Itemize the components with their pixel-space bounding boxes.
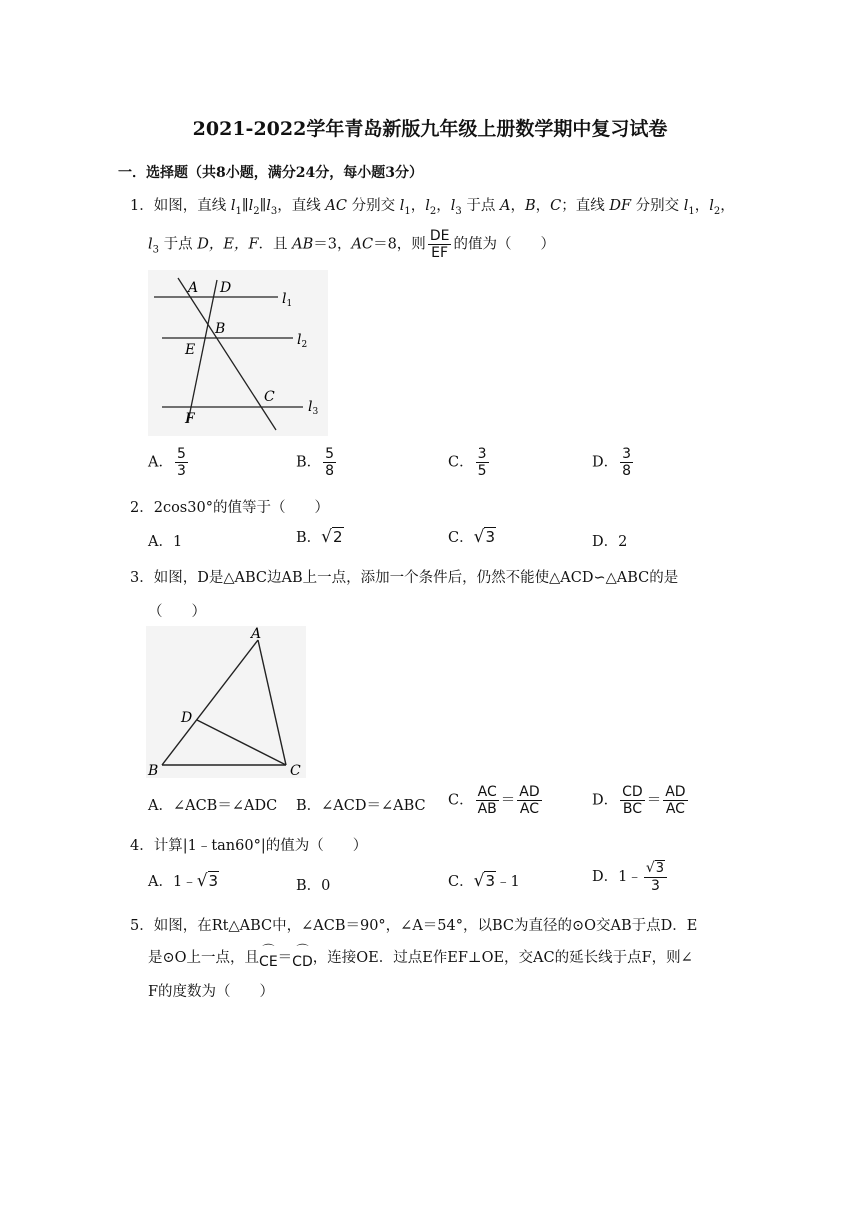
sqrt-expression: √3 xyxy=(473,871,495,891)
fraction-denominator: 8 xyxy=(325,463,335,479)
q3-line2: （ ） xyxy=(148,604,206,620)
q1-text: ， xyxy=(410,198,426,214)
option-fraction xyxy=(476,446,489,479)
q5-text: ，连接OE．过点E作EF⊥OE，交AC的延长线于点F，则∠ xyxy=(312,950,693,966)
q1-text: 3 xyxy=(270,205,278,217)
q4-option-b[interactable]: B．0 xyxy=(296,878,331,894)
q1-line1 xyxy=(130,194,735,217)
option-fraction xyxy=(620,446,633,479)
fraction-denominator: 3 xyxy=(176,463,186,479)
q1-text: AC xyxy=(351,236,374,253)
option-label: B． xyxy=(296,454,322,471)
q1-text: 1 xyxy=(404,205,411,217)
q1-text: ＝3， xyxy=(313,236,352,253)
page-title: 2021-2022学年青岛新版九年级上册数学期中复习试卷 xyxy=(192,118,668,140)
q3-option-a[interactable]: A．∠ACB＝∠ADC xyxy=(148,798,278,814)
q1-text: 1 xyxy=(688,205,695,217)
option-label: C． xyxy=(448,792,474,809)
q2-option-c[interactable] xyxy=(448,526,496,547)
arc-cd xyxy=(292,943,313,970)
q1-text: A xyxy=(499,198,511,214)
sqrt-expression: √3 xyxy=(473,527,495,547)
option-fraction xyxy=(476,784,499,817)
option-fraction xyxy=(620,784,645,817)
q5-line1: 5．如图，在Rt△ABC中，∠ACB＝90°，∠A＝54°，以BC为直径的⊙O交AB于点D．E xyxy=(130,918,698,934)
sqrt-expression: √3 xyxy=(196,871,219,891)
label-l2: $l_2$ xyxy=(297,332,308,350)
q1-figure xyxy=(148,270,328,436)
q1-text: ；直线 xyxy=(561,198,610,214)
arc-ce xyxy=(259,943,278,970)
q3-line1: 3．如图，D是△ABC边AB上一点，添加一个条件后，仍然不能使△ACD∽△ABC的是 xyxy=(130,570,679,586)
q1-text: 如图，直线 xyxy=(153,198,231,214)
fraction-denominator: AC xyxy=(665,801,685,817)
equals-sign: ＝ xyxy=(500,792,516,809)
q1-text: ， xyxy=(535,198,551,214)
option-label: C． xyxy=(448,530,474,546)
arc-symbol: ⌒ xyxy=(296,943,309,957)
option-label: D． xyxy=(592,792,619,809)
q1-text: l xyxy=(399,198,405,214)
fraction-denominator: AB xyxy=(477,801,497,817)
radicand: 3 xyxy=(208,872,219,890)
figure-background xyxy=(148,270,328,436)
option-fraction xyxy=(175,446,188,479)
q1-text: l xyxy=(450,198,456,214)
fraction-denominator: 8 xyxy=(622,463,632,479)
q2-option-b[interactable] xyxy=(296,526,344,547)
option-value: ﹣1 xyxy=(496,874,520,890)
q1-text: l xyxy=(266,198,271,214)
q1-text: 3 xyxy=(152,244,160,256)
option-label: D． xyxy=(592,454,619,471)
q1-text: l xyxy=(683,198,689,214)
q1-fraction xyxy=(428,228,452,261)
option-label: C． xyxy=(448,454,474,471)
q1-text: 2 xyxy=(429,205,437,217)
fraction-numerator: AD xyxy=(665,784,686,800)
label-d: D xyxy=(220,280,232,296)
option-label: D． xyxy=(592,534,619,550)
q1-text: ∥ xyxy=(241,198,249,214)
q1-text: ， xyxy=(720,198,735,214)
option-label: D．1﹣ xyxy=(592,869,642,885)
q1-text: C xyxy=(550,198,562,214)
q2-text: 2．2cos30°的值等于（ ） xyxy=(130,500,329,516)
q2-option-a[interactable] xyxy=(148,530,182,551)
option-value: 2 xyxy=(618,534,628,550)
fraction-numerator: 3 xyxy=(622,446,632,462)
q1-text: 分别交 xyxy=(631,198,684,214)
q5-line2 xyxy=(148,943,693,970)
option-fraction xyxy=(644,860,667,894)
arc-label: CE xyxy=(259,954,278,970)
q1-text: ∥ xyxy=(259,198,267,214)
q4-option-c[interactable] xyxy=(448,870,520,891)
q1-text: AC xyxy=(325,198,347,214)
arc-symbol: ⌒ xyxy=(262,943,275,957)
fraction-numerator: 5 xyxy=(176,446,186,462)
q1-text: ＝8，则 xyxy=(373,236,426,253)
label-b: B xyxy=(215,321,226,337)
label-c: C xyxy=(290,763,301,778)
option-fraction xyxy=(323,446,336,479)
label-l1: $l_1$ xyxy=(282,291,293,309)
q4-option-d[interactable] xyxy=(592,860,669,894)
q1-text: 1 xyxy=(235,205,242,217)
radicand: 2 xyxy=(333,528,343,546)
fraction-denominator: BC xyxy=(622,801,642,817)
q3-option-c[interactable] xyxy=(448,784,544,817)
q3-option-d[interactable] xyxy=(592,784,690,817)
q1-text: 于点 xyxy=(159,236,198,253)
q5-text: 是⊙O上一点，且 xyxy=(148,950,260,966)
equals-sign: ＝ xyxy=(277,950,293,966)
q1-text: l xyxy=(230,198,236,214)
fraction-numerator: CD xyxy=(622,784,643,800)
label-f: F xyxy=(185,411,195,427)
option-label: A． xyxy=(148,534,173,550)
q1-option-c[interactable] xyxy=(448,446,491,479)
label-e: E xyxy=(185,342,196,358)
q1-text: l xyxy=(425,198,430,214)
option-label: A． xyxy=(148,454,173,471)
q1-option-b[interactable] xyxy=(296,446,338,479)
q1-text: ， xyxy=(510,198,525,214)
q4-option-a[interactable] xyxy=(148,870,219,891)
label-c: C xyxy=(264,389,275,405)
label-l3: $l_3$ xyxy=(308,399,319,417)
fraction-numerator: 3 xyxy=(477,446,487,462)
sqrt-expression: √2 xyxy=(321,527,343,547)
q1-text: B xyxy=(524,198,536,214)
q1-text: ，直线 xyxy=(277,198,326,214)
q4-text: 4．计算|1﹣tan60°|的值为（ ） xyxy=(130,838,368,854)
q1-option-d[interactable] xyxy=(592,446,635,479)
fraction-numerator: DE xyxy=(429,228,450,244)
fraction-numerator: √3 xyxy=(644,860,667,878)
fraction-denominator: 5 xyxy=(477,463,487,479)
radicand: 3 xyxy=(655,861,665,876)
q1-number: 1． xyxy=(130,198,154,214)
fraction-denominator: 3 xyxy=(651,878,660,894)
fraction-denominator: EF xyxy=(431,245,449,261)
option-fraction xyxy=(517,784,541,817)
option-fraction xyxy=(663,784,687,817)
q1-text: 于点 xyxy=(461,198,500,214)
section-heading: 一．选择题（共8小题，满分24分，每小题3分） xyxy=(118,165,423,181)
q1-text: l xyxy=(709,198,714,214)
q1-text: l xyxy=(248,198,254,214)
fraction-denominator: AC xyxy=(519,801,540,817)
label-b: B xyxy=(148,763,159,778)
radicand: 3 xyxy=(485,872,495,890)
q1-text: D，E，F xyxy=(197,236,259,253)
q1-option-a[interactable] xyxy=(148,446,190,479)
q2-option-d[interactable] xyxy=(592,530,627,551)
option-label: A．1﹣ xyxy=(148,874,197,890)
fraction-numerator: AC xyxy=(476,784,499,801)
q1-text: DF xyxy=(609,198,632,214)
q1-text: 的值为（ ） xyxy=(453,236,555,253)
label-d: D xyxy=(181,710,193,726)
fraction-numerator: AD xyxy=(519,784,540,800)
q1-text: 2 xyxy=(253,205,260,217)
q1-text: 分别交 xyxy=(346,198,400,214)
equals-sign: ＝ xyxy=(646,792,662,809)
label-a: A xyxy=(251,626,262,642)
q1-text: 2 xyxy=(713,205,721,217)
fraction-numerator: 5 xyxy=(325,446,335,462)
q1-text: ， xyxy=(436,198,451,214)
q1-text: AB xyxy=(292,236,314,253)
q3-option-b[interactable]: B．∠ACD＝∠ABC xyxy=(296,798,426,814)
radicand: 3 xyxy=(485,528,495,546)
option-label: B． xyxy=(296,530,322,546)
q1-text: 3 xyxy=(455,205,462,217)
q1-text: l xyxy=(148,236,153,253)
q3-figure xyxy=(146,626,306,778)
label-a: A xyxy=(188,280,199,296)
q1-text: ．且 xyxy=(258,236,293,253)
option-label: C． xyxy=(448,874,474,890)
q1-text: ， xyxy=(694,198,710,214)
q1-line2 xyxy=(148,228,555,261)
q5-line3: F的度数为（ ） xyxy=(148,984,275,1000)
arc-label: CD xyxy=(292,954,313,970)
option-value: 1 xyxy=(172,534,183,550)
